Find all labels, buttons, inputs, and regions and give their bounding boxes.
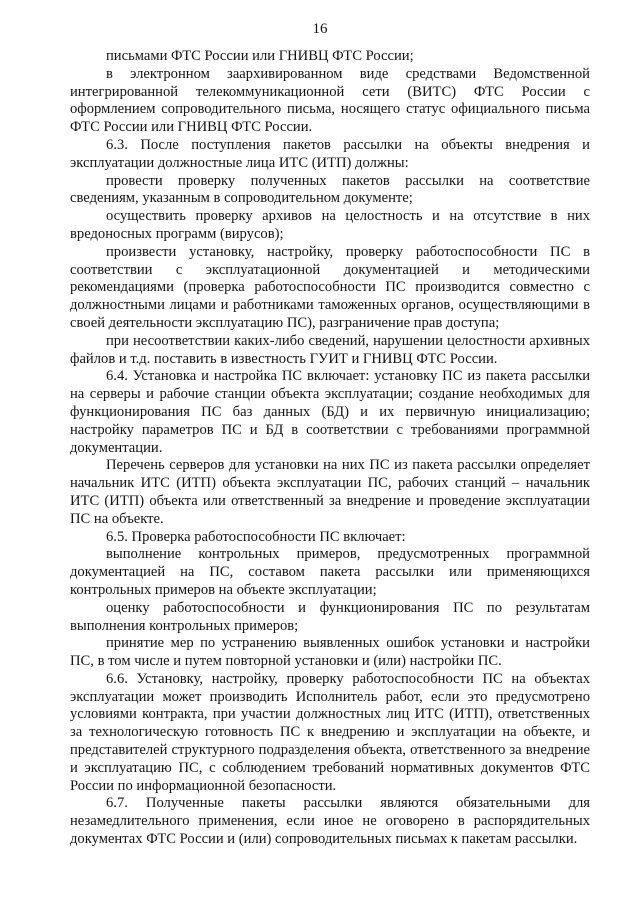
paragraph-continuation-letters: письмами ФТС России или ГНИВЦ ФТС России; (106, 48, 414, 64)
page-number: 16 (312, 21, 328, 37)
paragraph-6-4: 6.4. Установка и настройка ПС включает: установку ПС из пакета рассылки на серверы и рабочие станции объекта эксплуатации; создание необходимых для функционирования ПС баз данных (БД) и их первичную инициализацию; настройку параметров ПС и БД в соответствии с требованиями программной документации. (70, 368, 590, 456)
paragraph-report-mismatch: при несоответствии каких-либо сведений, нарушении целостности архивных файлов и т.д. поставить в известность ГУИТ и ГНИВЦ ФТС России. (70, 332, 590, 367)
paragraph-control-examples: выполнение контрольных примеров, предусмотренных программной документацией на ПС, составом пакета рассылки или применяющихся контрольных примеров на объекте эксплуатации; (70, 546, 590, 598)
paragraph-electronic-delivery: в электронном заархивированном виде средствами Ведомственной интегрированной телекоммуникационной сети (ВИТС) ФТС России с оформлением сопроводительного письма, носящего статус официального письма ФТС России или ГНИВЦ ФТС России. (70, 65, 590, 136)
paragraph-check-archives: осуществить проверку архивов на целостность и на отсутствие в них вредоносных программ (вирусов); (70, 208, 590, 242)
paragraph-server-list: Перечень серверов для установки на них ПС из пакета рассылки определяет начальник ИТС (ИТП) объекта эксплуатации ПС, рабочих станций – начальник ИТС (ИТП) объекта или ответственный за внедрение и проведение эксплуатации ПС на объекте. (70, 457, 590, 527)
paragraph-check-packages: провести проверку полученных пакетов рассылки на соответствие сведениям, указанным в сопроводительном документе; (70, 172, 590, 207)
paragraph-evaluation: оценку работоспособности и функционирования ПС по результатам выполнения контрольных примеров; (70, 599, 590, 634)
paragraph-6-7: 6.7. Полученные пакеты рассылки являются обязательными для незамедлительного применения, если иное не оговорено в распорядительных документах ФТС России и (или) сопроводительных письмах к пакетам рассылки. (70, 795, 590, 848)
paragraph-6-5: 6.5. Проверка работоспособности ПС включает: (106, 528, 406, 545)
paragraph-fix-errors: принятие мер по устранению выявленных ошибок установки и настройки ПС, в том числе и путем повторной установки и (или) настройки ПС. (70, 635, 590, 670)
document-body (70, 48, 590, 849)
paragraph-6-6: 6.6. Установку, настройку, проверку работоспособности ПС на объектах эксплуатации может производить Исполнитель работ, если это предусмотрено условиями контракта, при участии должностных лиц ИТС (ИТП), ответственных за технологическую готовность ПС к внедрению и эксплуатации на объекте, и представителей структурного подразделения объекта, ответственного за внедрение и эксплуатацию ПС, с соблюдением требований нормативных документов ФТС России по информационной безопасности. (70, 670, 590, 794)
paragraph-6-3: 6.3. После поступления пакетов рассылки на объекты внедрения и эксплуатации должностные лица ИТС (ИТП) должны: (70, 136, 590, 171)
paragraph-install-configure: произвести установку, настройку, проверку работоспособности ПС в соответствии с эксплуатационной документацией и методическими рекомендациями (проверка работоспособности ПС производится совместно с должностными лицами и работниками таможенных органов, осуществляющими в своей деятельности эксплуатацию ПС), разграничение прав доступа; (70, 243, 590, 331)
